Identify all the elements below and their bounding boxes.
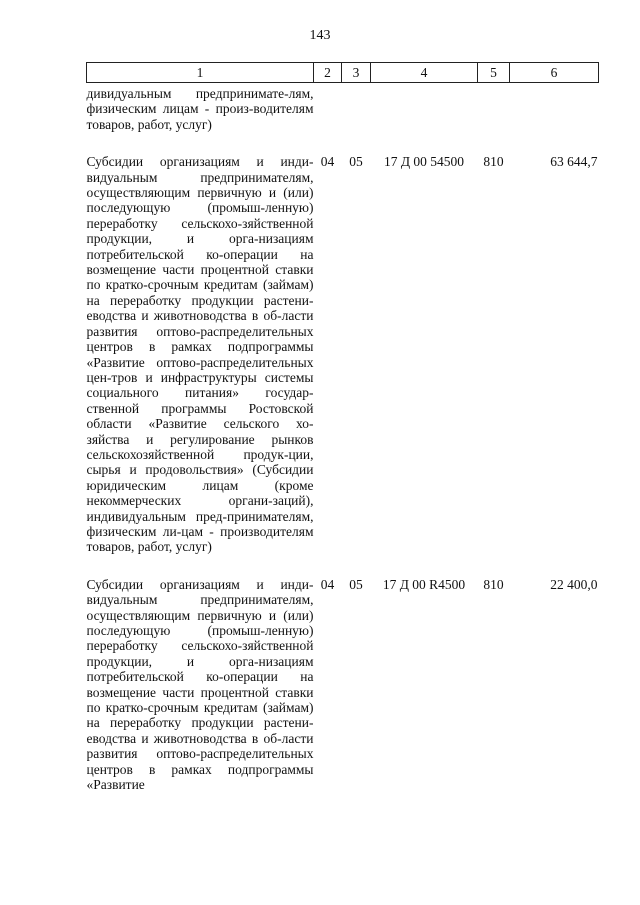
row-amount: 22 400,0 [550, 576, 598, 592]
budget-table [86, 62, 599, 792]
row-description: Субсидии организациям и инди-видуальным предпринимателям, осуществляющим первичную и (или) последующую (промыш-ленную) переработку сельскохо-зяйственной продукции, и орга-низациям потребительской ко-операции на возмещение части процентной ставки по кратко-срочным кредитам (займам) на переработку продукции растени-еводства и животноводства в об-ласти развития оптово-распределительных центров в рамках подпрограммы «Развитие оптово-распределительных цен-тров и инфраструктуры системы социального питания» государ-ственной программы Ростовской области «Развитие сельского хо-зяйства и регулирование рынков сельскохозяйственной продук-ции, сырья и продовольствия» (Субсидии юридическим лицам (кроме некоммерческих органи-заций), индивидуальным пред-принимателям, физическим ли-цам - производителям товаров, работ, услуг) [86, 154, 314, 555]
page-number: 143 [309, 28, 331, 43]
row-subsection-code: 05 [349, 154, 363, 170]
table-row [87, 555, 599, 793]
row-section-code: 04 [320, 154, 335, 170]
column-header-2: 2 [314, 63, 342, 83]
row-target-article-code: 17 Д 00 R4500 [382, 576, 466, 592]
column-header-3: 3 [342, 63, 371, 83]
row-expense-type-code: 810 [483, 154, 504, 170]
table-row [87, 132, 599, 555]
column-header-6: 6 [510, 63, 599, 83]
table-header-row [87, 63, 599, 83]
column-header-4: 4 [371, 63, 478, 83]
row-description: Субсидии организациям и инди-видуальным предпринимателям, осуществляющим первичную и (или) последующую (промыш-ленную) переработку сельскохо-зяйственной продукции, и орга-низациям потребительской ко-операции на возмещение части процентной ставки по кратко-срочным кредитам (займам) на переработку продукции растени-еводства и животноводства в об-ласти развития оптово-распределительных центров в рамках подпрограммы «Развитие [86, 576, 314, 793]
row-subsection-code: 05 [349, 576, 363, 592]
column-header-5: 5 [478, 63, 510, 83]
row-section-code: 04 [320, 576, 335, 592]
table-row-continuation [87, 83, 599, 133]
row-target-article-code: 17 Д 00 54500 [383, 154, 465, 170]
row-description: дивидуальным предпринимате-лям, физическим лицам - произ-водителям товаров, работ, услуг) [86, 86, 314, 132]
row-expense-type-code: 810 [483, 576, 504, 592]
row-amount: 63 644,7 [550, 154, 598, 170]
column-header-1: 1 [87, 63, 314, 83]
